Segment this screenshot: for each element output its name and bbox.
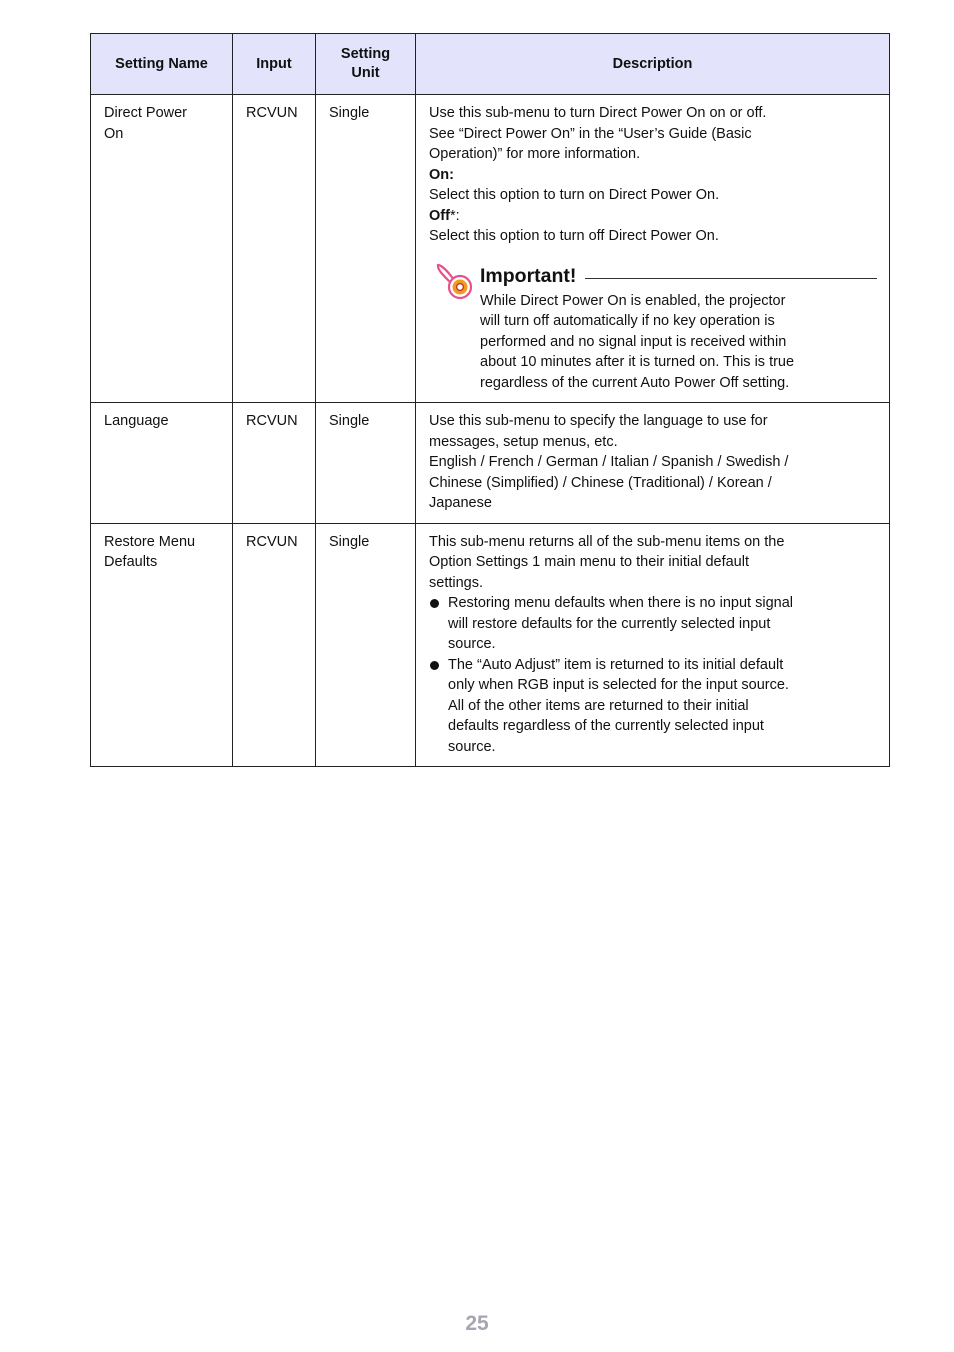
important-body: [480, 291, 877, 394]
desc-line: Japanese: [429, 495, 492, 511]
settings-table: [90, 33, 890, 767]
setting-name-line2: Defaults: [104, 554, 158, 570]
important-line: performed and no signal input is received within: [480, 333, 787, 350]
cell-setting-unit: Single: [316, 95, 416, 403]
desc-line: Chinese (Simplified) / Chinese (Traditional) / Korean /: [429, 474, 772, 491]
bullet-line: The “Auto Adjust” item is returned to its initial default: [448, 656, 784, 673]
cell-setting-unit: Single: [316, 523, 416, 767]
bullet-item: [429, 655, 877, 758]
header-setting-name: Setting Name: [91, 34, 233, 95]
cell-setting-name: [91, 95, 233, 403]
important-rule: [585, 278, 877, 279]
header-row: [91, 34, 890, 95]
setting-name-line1: Direct Power: [104, 105, 187, 121]
desc-line: This sub-menu returns all of the sub-menu items on the: [429, 533, 785, 550]
bullet-item: [429, 593, 877, 655]
important-line: regardless of the current Auto Power Off setting.: [480, 374, 790, 391]
table-row-direct-power-on: [91, 95, 890, 403]
cell-input: RCVUN: [233, 95, 316, 403]
cell-setting-name: [91, 523, 233, 767]
desc-line: messages, setup menus, etc.: [429, 433, 618, 450]
cell-description: [416, 95, 890, 403]
important-pin-icon: [434, 262, 476, 302]
bullet-line: All of the other items are returned to their initial: [448, 697, 749, 714]
desc-line: Operation)” for more information.: [429, 146, 641, 162]
important-line: While Direct Power On is enabled, the projector: [480, 292, 786, 309]
desc-line: Use this sub-menu to turn Direct Power On on or off.: [429, 105, 767, 121]
important-heading: [480, 264, 877, 290]
setting-name-line1: Restore Menu: [104, 533, 196, 550]
important-line: will turn off automatically if no key operation is: [480, 313, 775, 329]
setting-name-line2: On: [104, 125, 124, 142]
bullet-line: defaults regardless of the currently selected input: [448, 718, 764, 734]
bullet-line: source.: [448, 636, 496, 652]
desc-line: Use this sub-menu to specify the language to use for: [429, 413, 768, 429]
option-off-text: Select this option to turn off Direct Power On.: [429, 228, 719, 244]
desc-line: See “Direct Power On” in the “User’s Guide (Basic: [429, 125, 752, 142]
important-note: [429, 264, 877, 394]
page-number: 25: [465, 1312, 489, 1335]
cell-setting-name: Language: [91, 403, 233, 524]
bullet-line: source.: [448, 738, 496, 755]
bullet-line: only when RGB input is selected for the input source.: [448, 677, 789, 693]
cell-description: [416, 523, 890, 767]
cell-input: RCVUN: [233, 403, 316, 524]
header-setting-unit: [316, 34, 416, 95]
table-row-language: [91, 403, 890, 524]
cell-input: RCVUN: [233, 523, 316, 767]
cell-description: [416, 403, 890, 524]
header-input: Input: [233, 34, 316, 95]
option-on-text: Select this option to turn on Direct Power On.: [429, 187, 720, 203]
desc-line: English / French / German / Italian / Spanish / Swedish /: [429, 454, 789, 470]
header-setting-unit-line2: Unit: [351, 65, 380, 81]
option-off-label: Off: [429, 207, 450, 224]
bullet-line: will restore defaults for the currently selected input: [448, 615, 771, 632]
option-off-suffix: *:: [449, 207, 460, 224]
desc-line: Option Settings 1 main menu to their initial default: [429, 554, 749, 570]
bullet-line: Restoring menu defaults when there is no input signal: [448, 595, 793, 611]
header-description: Description: [416, 34, 890, 95]
important-line: about 10 minutes after it is turned on. This is true: [480, 354, 795, 370]
cell-setting-unit: Single: [316, 403, 416, 524]
header-setting-unit-line1: Setting: [340, 46, 391, 62]
option-on-label: On:: [429, 166, 454, 183]
table-row-restore-menu-defaults: [91, 523, 890, 767]
bullet-list: [429, 593, 877, 757]
important-title: Important!: [480, 265, 577, 288]
desc-line: settings.: [429, 574, 483, 591]
option-off-heading: [429, 206, 877, 227]
